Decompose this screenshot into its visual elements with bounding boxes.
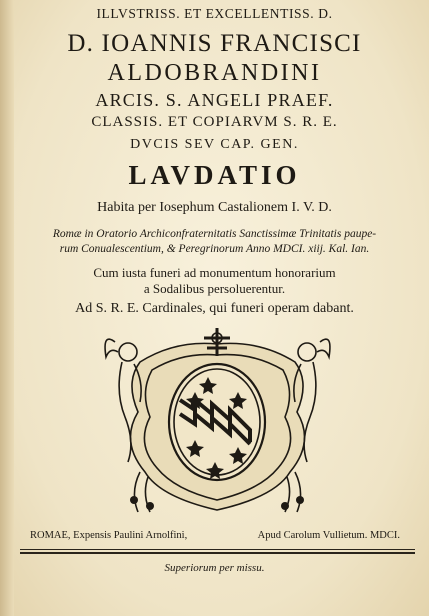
coat-of-arms-icon <box>100 322 335 517</box>
office-line-2: CLASSIS. ET COPIARVM S. R. E. <box>91 114 338 130</box>
imprint-printer: Apud Carolum Vullietum. MDCI. <box>257 530 400 541</box>
divider-rule <box>20 549 415 550</box>
office-line-3: DVCIS SEV CAP. GEN. <box>130 137 299 152</box>
name-line: D. IOANNIS FRANCISCI <box>67 30 362 57</box>
author-line: Habita per Iosephum Castalionem I. V. D. <box>97 200 332 215</box>
surname-line: ALDOBRANDINI <box>107 60 322 86</box>
dedication-line: ILLVSTRISS. ET EXCELLENTISS. D. <box>96 6 333 21</box>
place-line-1: Romæ in Oratorio Archiconfraternitatis Sanctissimæ Trinitatis paupe- <box>52 228 377 240</box>
place-line-2: rum Conualescentium, & Peregrinorum Anno MDCI. xiij. Kal. Ian. <box>59 243 370 255</box>
work-title: LAVDATIO <box>128 160 301 190</box>
office-line-1: ARCIS. S. ANGELI PRAEF. <box>95 90 334 110</box>
occasion-line-1: Cum iusta funeri ad monumentum honorarium <box>93 265 336 280</box>
addressee-line: Ad S. R. E. Cardinales, qui funeri operam dabant. <box>75 301 354 316</box>
imprint-publisher: ROMAE, Expensis Paulini Arnolfini, <box>30 530 188 541</box>
divider-rule-thick <box>20 552 415 554</box>
license-line: Superiorum per missu. <box>164 562 265 574</box>
occasion-line-2: a Sodalibus persoluerentur. <box>143 281 286 296</box>
imprint-line <box>30 530 400 545</box>
